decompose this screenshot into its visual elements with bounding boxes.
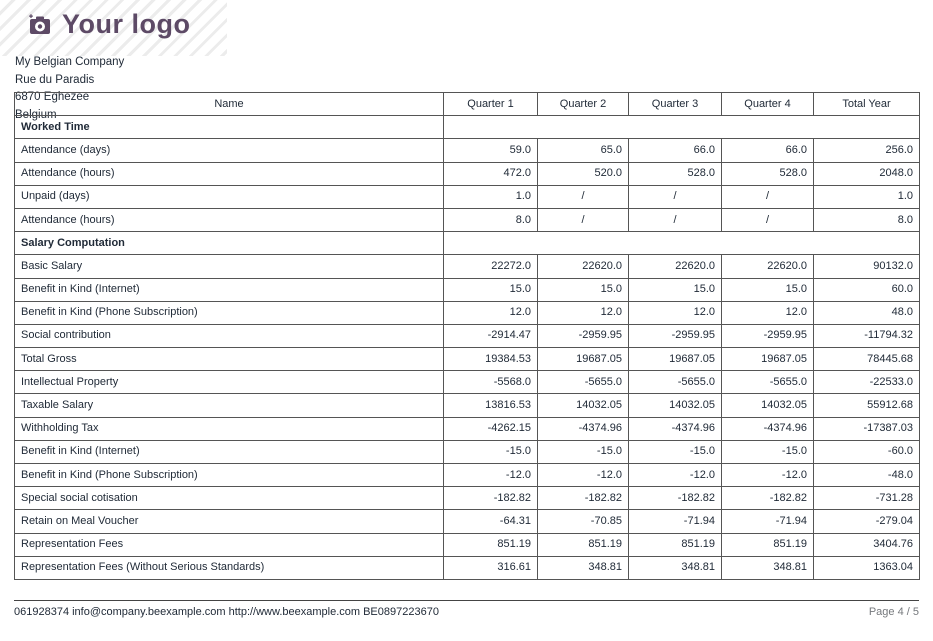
- cell-value: 19384.53: [444, 348, 538, 371]
- table-row: [15, 417, 920, 440]
- cell-value: /: [629, 208, 722, 231]
- cell-value: 12.0: [444, 301, 538, 324]
- table-row: [15, 324, 920, 347]
- row-label: Social contribution: [15, 324, 444, 347]
- cell-value: 8.0: [444, 208, 538, 231]
- logo-text: Your logo: [62, 9, 191, 39]
- row-label: Benefit in Kind (Internet): [15, 440, 444, 463]
- cell-value: 90132.0: [814, 255, 920, 278]
- table-header-row: [15, 93, 920, 116]
- company-city: 6870 Eghezee: [15, 91, 90, 103]
- row-label: Benefit in Kind (Internet): [15, 278, 444, 301]
- table-row: [15, 348, 920, 371]
- footer-contact-info: 061928374 info@company.beexample.com http://www.beexample.com BE0897223670: [14, 606, 439, 618]
- cell-value: /: [722, 208, 814, 231]
- cell-value: 8.0: [814, 208, 920, 231]
- cell-value: 316.61: [444, 556, 538, 579]
- company-logo: [26, 9, 190, 40]
- cell-value: -4374.96: [722, 417, 814, 440]
- cell-value: 12.0: [722, 301, 814, 324]
- cell-value: -12.0: [538, 464, 629, 487]
- company-country: Belgium: [15, 108, 57, 121]
- cell-value: 14032.05: [629, 394, 722, 417]
- table-row: [15, 394, 920, 417]
- cell-value: -4374.96: [538, 417, 629, 440]
- cell-value: 12.0: [629, 301, 722, 324]
- cell-value: 3404.76: [814, 533, 920, 556]
- cell-value: -182.82: [444, 487, 538, 510]
- row-label: Attendance (hours): [15, 208, 444, 231]
- row-label: Retain on Meal Voucher: [15, 510, 444, 533]
- camera-icon: [26, 11, 54, 39]
- cell-value: 15.0: [538, 278, 629, 301]
- cell-value: 22620.0: [538, 255, 629, 278]
- row-label: Taxable Salary: [15, 394, 444, 417]
- cell-value: 528.0: [629, 162, 722, 185]
- section-label: Salary Computation: [15, 232, 444, 255]
- table-row: [15, 464, 920, 487]
- cell-value: 22620.0: [722, 255, 814, 278]
- row-label: Intellectual Property: [15, 371, 444, 394]
- cell-value: 1.0: [444, 185, 538, 208]
- cell-value: 19687.05: [538, 348, 629, 371]
- cell-value: -12.0: [444, 464, 538, 487]
- company-name: My Belgian Company: [15, 56, 125, 68]
- cell-value: -182.82: [538, 487, 629, 510]
- payroll-summary-table: [14, 92, 920, 580]
- footer-divider: [14, 600, 919, 601]
- cell-value: -70.85: [538, 510, 629, 533]
- cell-value: 12.0: [538, 301, 629, 324]
- column-header-quarter-3: Quarter 3: [629, 93, 722, 116]
- cell-value: 60.0: [814, 278, 920, 301]
- row-label: Special social cotisation: [15, 487, 444, 510]
- cell-value: 55912.68: [814, 394, 920, 417]
- cell-value: 14032.05: [722, 394, 814, 417]
- company-street: Rue du Paradis: [15, 73, 95, 86]
- cell-value: 851.19: [538, 533, 629, 556]
- row-label: Representation Fees (Without Serious Standards): [15, 556, 444, 579]
- table-row: [15, 371, 920, 394]
- cell-value: -15.0: [722, 440, 814, 463]
- cell-value: 348.81: [722, 556, 814, 579]
- cell-value: 66.0: [629, 139, 722, 162]
- cell-value: -22533.0: [814, 371, 920, 394]
- column-header-quarter-4: Quarter 4: [722, 93, 814, 116]
- column-header-quarter-1: Quarter 1: [444, 93, 538, 116]
- table-row: [15, 278, 920, 301]
- cell-value: -12.0: [629, 464, 722, 487]
- table-row: [15, 139, 920, 162]
- cell-value: -5655.0: [722, 371, 814, 394]
- cell-value: 528.0: [722, 162, 814, 185]
- cell-value: 65.0: [538, 139, 629, 162]
- cell-value: 66.0: [722, 139, 814, 162]
- section-spacer: [444, 232, 920, 255]
- table-row: [15, 185, 920, 208]
- cell-value: 851.19: [444, 533, 538, 556]
- column-header-name: Name: [15, 93, 444, 116]
- cell-value: -4374.96: [629, 417, 722, 440]
- cell-value: 851.19: [722, 533, 814, 556]
- cell-value: -17387.03: [814, 417, 920, 440]
- table-row: [15, 533, 920, 556]
- row-label: Unpaid (days): [15, 185, 444, 208]
- cell-value: 19687.05: [629, 348, 722, 371]
- cell-value: 48.0: [814, 301, 920, 324]
- section-row: [15, 232, 920, 255]
- cell-value: 520.0: [538, 162, 629, 185]
- section-spacer: [444, 116, 920, 139]
- cell-value: -2959.95: [629, 324, 722, 347]
- cell-value: 851.19: [629, 533, 722, 556]
- row-label: Benefit in Kind (Phone Subscription): [15, 301, 444, 324]
- table-row: [15, 556, 920, 579]
- table-row: [15, 487, 920, 510]
- cell-value: -731.28: [814, 487, 920, 510]
- cell-value: 15.0: [444, 278, 538, 301]
- cell-value: 1.0: [814, 185, 920, 208]
- cell-value: 15.0: [722, 278, 814, 301]
- cell-value: 1363.04: [814, 556, 920, 579]
- cell-value: -15.0: [538, 440, 629, 463]
- cell-value: -71.94: [629, 510, 722, 533]
- cell-value: -2959.95: [538, 324, 629, 347]
- row-label: Withholding Tax: [15, 417, 444, 440]
- cell-value: -279.04: [814, 510, 920, 533]
- table-row: [15, 208, 920, 231]
- cell-value: -4262.15: [444, 417, 538, 440]
- cell-value: -64.31: [444, 510, 538, 533]
- cell-value: 14032.05: [538, 394, 629, 417]
- table-row: [15, 440, 920, 463]
- row-label: Representation Fees: [15, 533, 444, 556]
- page-number: Page 4 / 5: [868, 606, 919, 618]
- cell-value: -60.0: [814, 440, 920, 463]
- cell-value: 13816.53: [444, 394, 538, 417]
- cell-value: -2959.95: [722, 324, 814, 347]
- cell-value: -2914.47: [444, 324, 538, 347]
- cell-value: 15.0: [629, 278, 722, 301]
- cell-value: 348.81: [629, 556, 722, 579]
- cell-value: 22620.0: [629, 255, 722, 278]
- row-label: Attendance (days): [15, 139, 444, 162]
- cell-value: /: [722, 185, 814, 208]
- cell-value: -182.82: [629, 487, 722, 510]
- cell-value: 22272.0: [444, 255, 538, 278]
- section-label: Worked Time: [15, 116, 444, 139]
- row-label: Basic Salary: [15, 255, 444, 278]
- cell-value: -15.0: [444, 440, 538, 463]
- column-header-quarter-2: Quarter 2: [538, 93, 629, 116]
- cell-value: -48.0: [814, 464, 920, 487]
- column-header-total-year: Total Year: [814, 93, 920, 116]
- cell-value: -11794.32: [814, 324, 920, 347]
- row-label: Benefit in Kind (Phone Subscription): [15, 464, 444, 487]
- cell-value: 78445.68: [814, 348, 920, 371]
- cell-value: -5655.0: [629, 371, 722, 394]
- cell-value: 256.0: [814, 139, 920, 162]
- cell-value: -15.0: [629, 440, 722, 463]
- cell-value: 59.0: [444, 139, 538, 162]
- cell-value: -71.94: [722, 510, 814, 533]
- table-body: [15, 116, 920, 580]
- cell-value: 348.81: [538, 556, 629, 579]
- table-row: [15, 255, 920, 278]
- table-row: [15, 510, 920, 533]
- table-row: [15, 301, 920, 324]
- cell-value: -5568.0: [444, 371, 538, 394]
- page-footer: [14, 606, 919, 618]
- cell-value: 19687.05: [722, 348, 814, 371]
- cell-value: -12.0: [722, 464, 814, 487]
- cell-value: 472.0: [444, 162, 538, 185]
- row-label: Attendance (hours): [15, 162, 444, 185]
- table-row: [15, 162, 920, 185]
- cell-value: /: [629, 185, 722, 208]
- cell-value: 2048.0: [814, 162, 920, 185]
- row-label: Total Gross: [15, 348, 444, 371]
- cell-value: -182.82: [722, 487, 814, 510]
- cell-value: /: [538, 185, 629, 208]
- cell-value: -5655.0: [538, 371, 629, 394]
- cell-value: /: [538, 208, 629, 231]
- section-row: [15, 116, 920, 139]
